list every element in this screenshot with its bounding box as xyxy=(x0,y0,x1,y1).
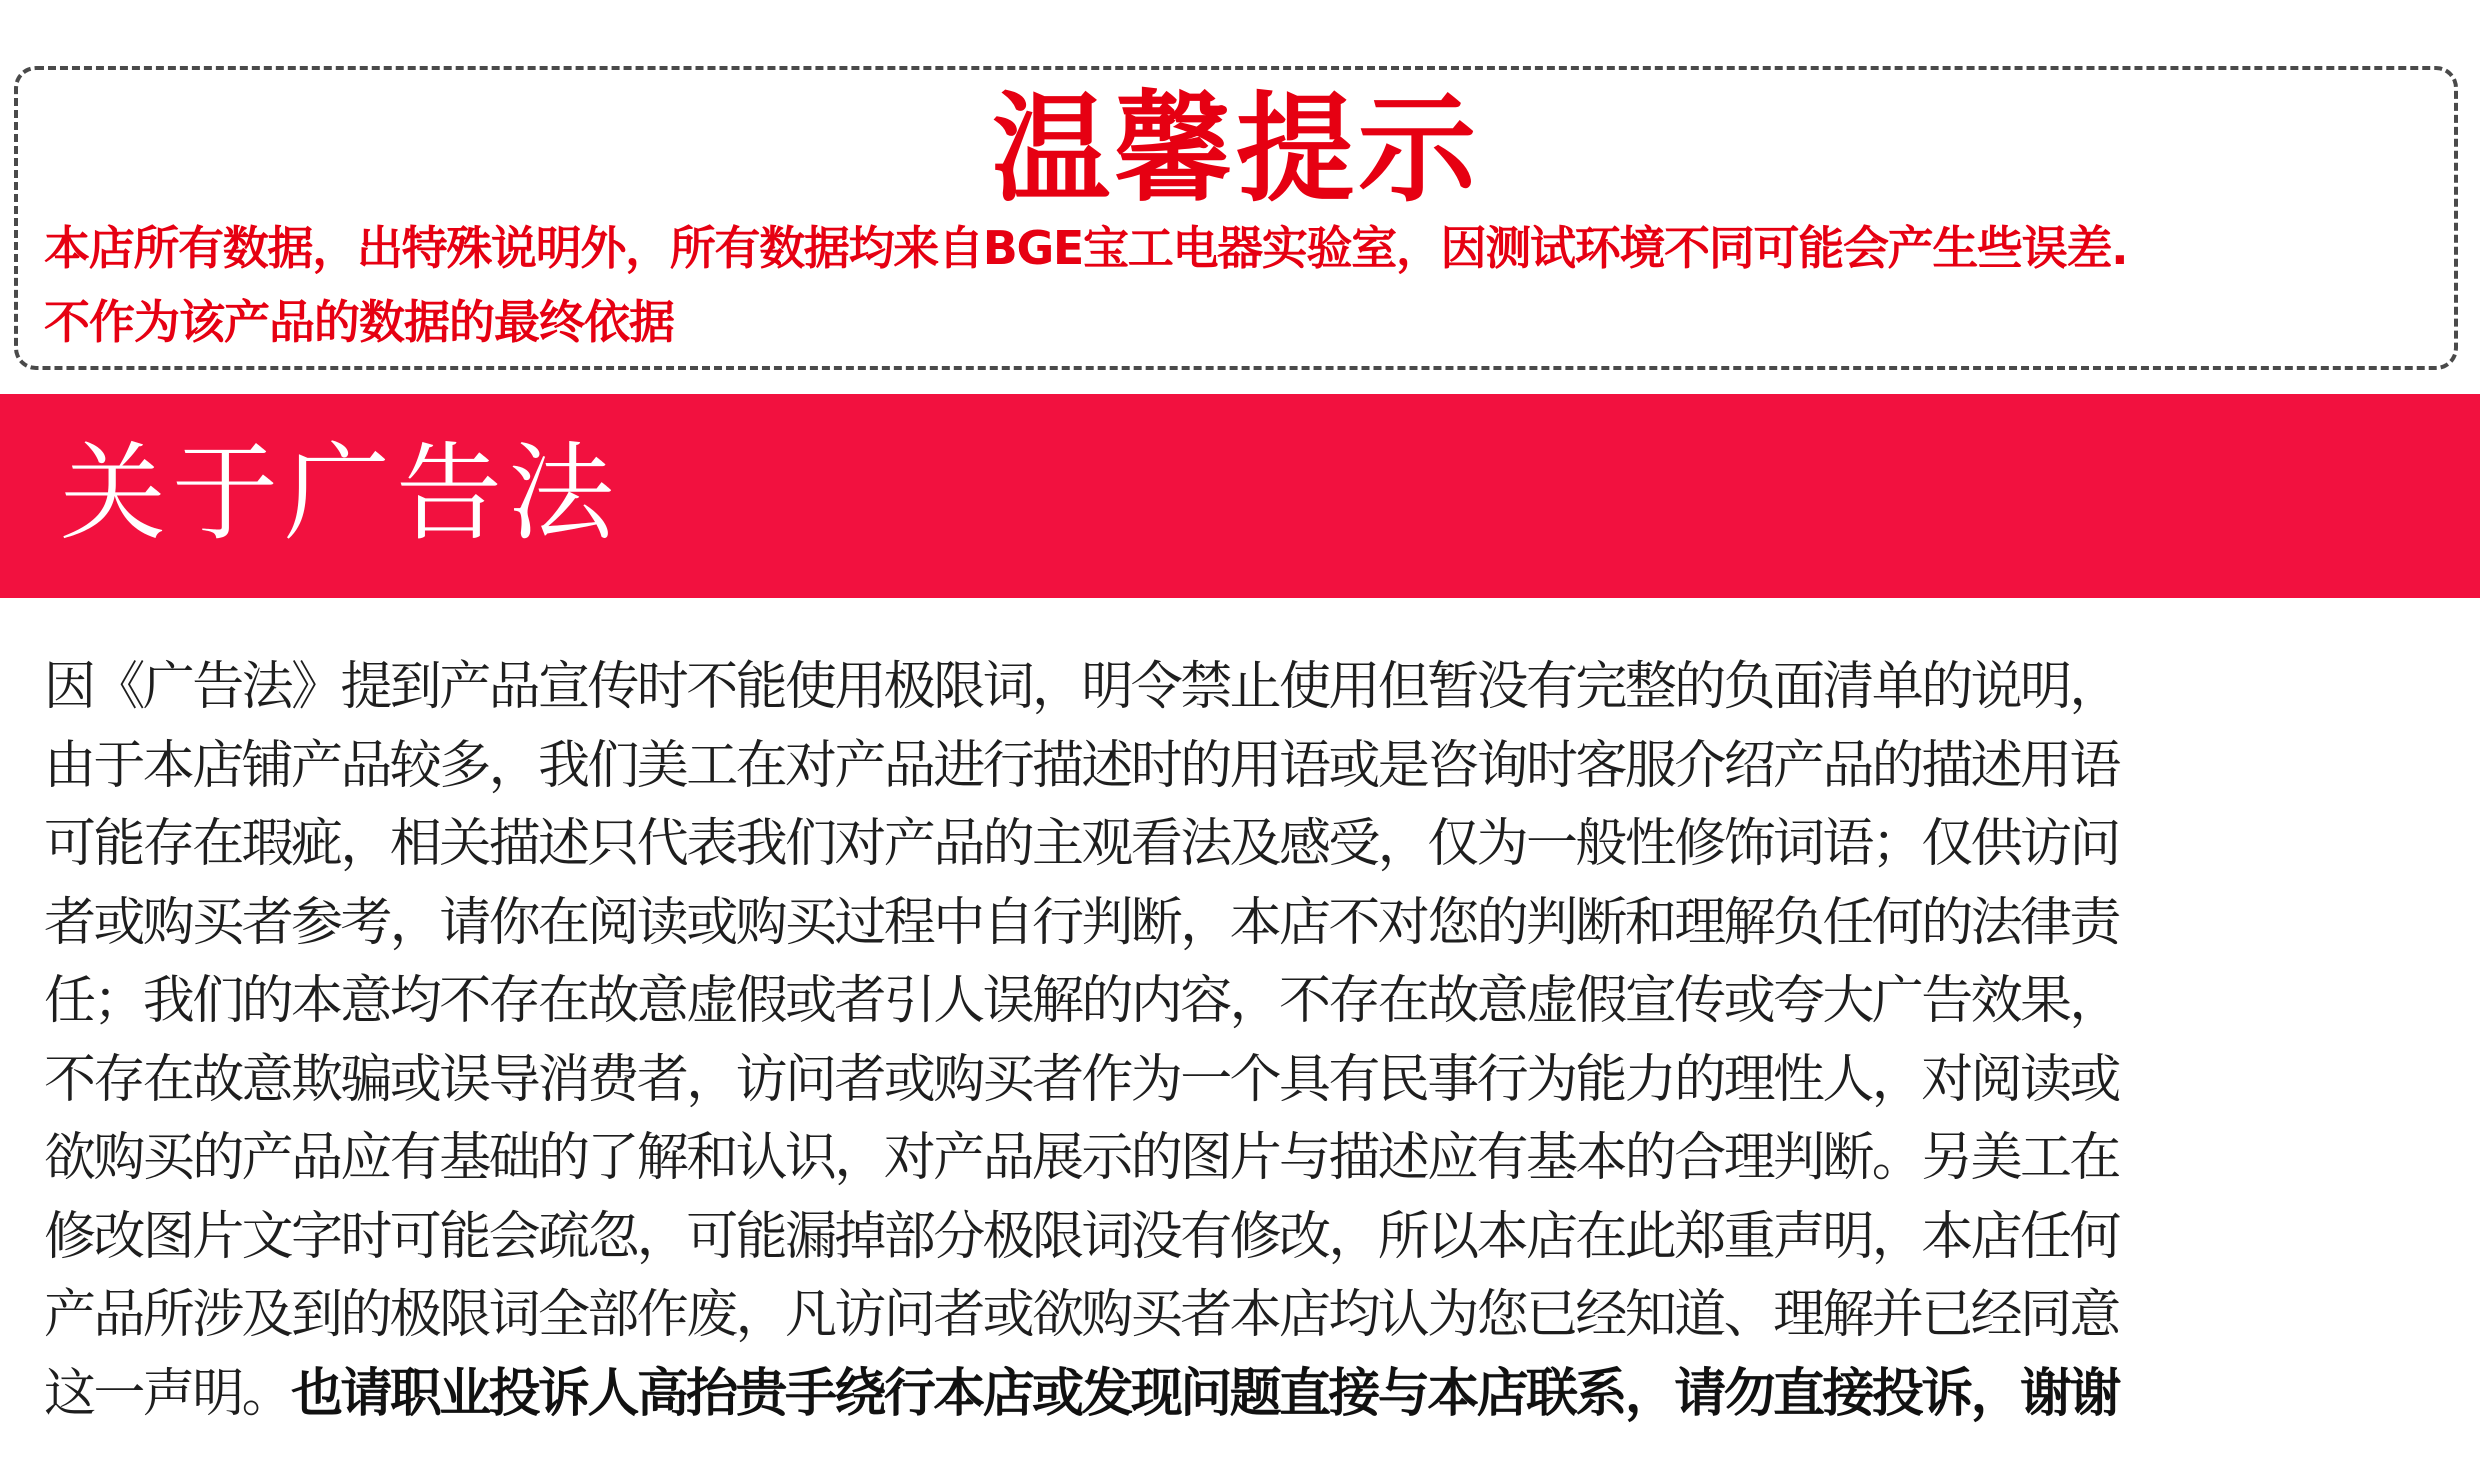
notice-box xyxy=(14,66,2458,370)
notice-title: 温馨提示 xyxy=(991,80,1480,218)
statement-last-line-bold: 也请职业投诉人高抬贵手绕行本店或发现问题直接与本店联系，请勿直接投诉，谢谢 xyxy=(291,1363,2119,1424)
statement-line: 任；我们的本意均不存在故意虚假或者引人误解的内容，不存在故意虚假宣传或夸大广告效果， xyxy=(44,971,2119,1031)
statement-line: 因《广告法》提到产品宣传时不能使用极限词，明令禁止使用但暂没有完整的负面清单的说明， xyxy=(44,657,2119,717)
banner-title: 关于广告法 xyxy=(60,432,620,555)
statement-last-line xyxy=(44,1355,2444,1434)
statement-line: 由于本店铺产品较多，我们美工在对产品进行描述时的用语或是咨询时客服介绍产品的描述用语 xyxy=(44,735,2119,796)
notice-text-line-2: 不作为该产品的数据的最终依据 xyxy=(44,295,674,349)
statement-line: 可能存在瑕疵，相关描述只代表我们对产品的主观看法及感受，仅为一般性修饰词语；仅供访问 xyxy=(44,814,2119,874)
statement-last-line-normal: 这一声明。 xyxy=(44,1363,292,1424)
statement-line: 产品所涉及到的极限词全部作废，凡访问者或欲购买者本店均认为您已经知道、理解并已经同意 xyxy=(44,1285,2119,1345)
notice-text-line-1: 本店所有数据，出特殊说明外，所有数据均来自BGE宝工电器实验室，因测试环境不同可能会产生些误差. xyxy=(44,221,2128,275)
advertising-law-statement xyxy=(44,648,2444,1433)
statement-line: 修改图片文字时可能会疏忽，可能漏掉部分极限词没有修改，所以本店在此郑重声明，本店任何 xyxy=(44,1206,2119,1267)
statement-line: 不存在故意欺骗或误导消费者，访问者或购买者作为一个具有民事行为能力的理性人，对阅读或 xyxy=(44,1049,2119,1110)
section-banner xyxy=(0,394,2480,598)
statement-line: 欲购买的产品应有基础的了解和认识，对产品展示的图片与描述应有基本的合理判断。另美工在 xyxy=(44,1128,2119,1188)
statement-line: 者或购买者参考，请你在阅读或购买过程中自行判断，本店不对您的判断和理解负任何的法律责 xyxy=(44,892,2119,953)
